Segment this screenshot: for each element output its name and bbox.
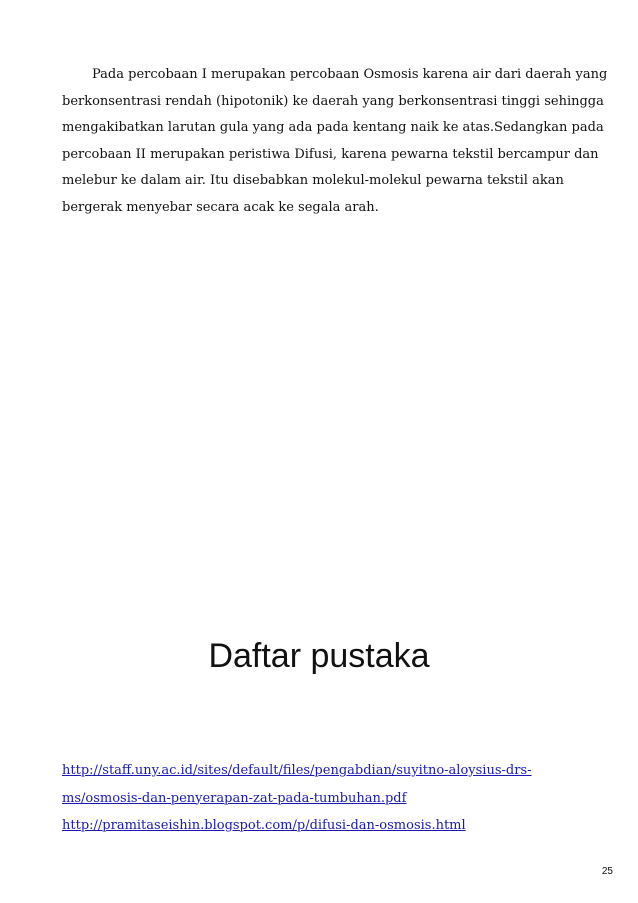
paragraph-line: percobaan II merupakan peristiwa Difusi, karena pewarna tekstil bercampur dan bbox=[62, 146, 599, 162]
reference-link-1-line-1[interactable]: http://staff.uny.ac.id/sites/default/files/pengabdian/suyitno-aloysius-drs- bbox=[62, 763, 532, 778]
paragraph-line: melebur ke dalam air. Itu disebabkan molekul-molekul pewarna tekstil akan bbox=[62, 173, 564, 188]
body-paragraph bbox=[62, 62, 608, 221]
paragraph-line: mengakibatkan larutan gula yang ada pada kentang naik ke atas.Sedangkan pada bbox=[62, 120, 604, 135]
page-number: 25 bbox=[601, 866, 613, 877]
reference-link-2[interactable]: http://pramitaseishin.blogspot.com/p/difusi-dan-osmosis.html bbox=[62, 818, 466, 833]
paragraph-line: berkonsentrasi rendah (hipotonik) ke daerah yang berkonsentrasi tinggi sehingga bbox=[62, 93, 604, 109]
paragraph-line: bergerak menyebar secara acak ke segala arah. bbox=[62, 199, 379, 215]
paragraph-line: Pada percobaan I merupakan percobaan Osmosis karena air dari daerah yang bbox=[92, 67, 608, 82]
section-heading: Daftar pustaka bbox=[208, 637, 430, 675]
reference-link-1-line-2[interactable]: ms/osmosis-dan-penyerapan-zat-pada-tumbuhan.pdf bbox=[62, 790, 407, 806]
reference-list bbox=[62, 757, 602, 840]
